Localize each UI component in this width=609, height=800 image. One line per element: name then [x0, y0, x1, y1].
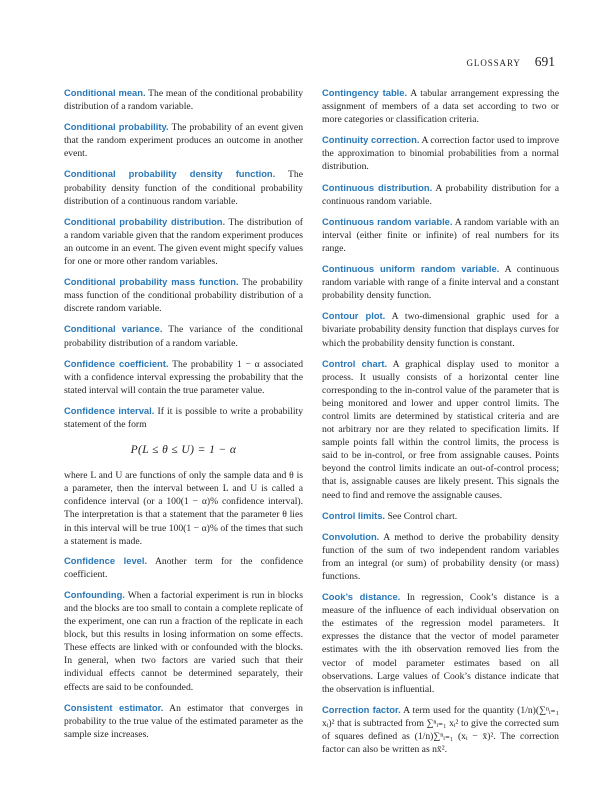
glossary-entry	[64, 701, 303, 741]
glossary-term: Contingency table.	[322, 87, 408, 98]
glossary-term: Conditional probability distribution.	[64, 215, 226, 227]
glossary-definition: A method to derive the probability density function of the sum of two independent random variables from an integral (or sum) of probability density (or mass) functions.	[322, 531, 560, 582]
glossary-entry	[64, 167, 303, 207]
glossary-term: Continuous uniform random variable.	[322, 263, 500, 275]
glossary-term: Continuity correction.	[322, 134, 420, 146]
glossary-definition: The variance of the conditional probability distribution of a random variable.	[64, 324, 304, 349]
glossary-entry	[322, 590, 559, 696]
glossary-definition: A tabular arrangement expressing the assignment of members of a data set according to two or more categories or classification criteria.	[322, 88, 559, 126]
glossary-term: Conditional mean.	[64, 87, 146, 98]
running-head: GLOSSARY	[466, 58, 521, 68]
glossary-entry	[322, 262, 559, 302]
glossary-entry	[64, 120, 303, 160]
glossary-definition: If it is possible to write a probability statement of the form	[64, 405, 304, 430]
glossary-entry	[322, 357, 559, 502]
glossary-definition: The probability density function of the conditional probability distribution of a continuous random variable.	[64, 169, 303, 207]
glossary-term: Conditional probability.	[64, 121, 169, 133]
glossary-entry	[322, 215, 559, 255]
glossary-term: Control limits.	[322, 509, 386, 521]
glossary-term: Control chart.	[322, 357, 388, 369]
glossary-entry	[64, 588, 303, 694]
glossary-term: Conditional probability density function.	[64, 168, 276, 180]
glossary-entry	[64, 404, 303, 431]
glossary-definition: Another term for the confidence coefficient.	[64, 555, 303, 580]
glossary-definition: When a factorial experiment is run in blocks and the blocks are too small to contain a complete replicate of the experiment, one can run a fraction of the replicate in each block, but this results in losing information on some effects. These effects are linked with or confounded with the blocks. In general, when two factors are varied such that their individual effects cannot be determined separately, their effects are said to be confounded.	[64, 589, 303, 693]
glossary-term: Cook’s distance.	[322, 591, 401, 603]
glossary-term: Consistent estimator.	[64, 701, 164, 713]
glossary-entry	[64, 554, 303, 581]
glossary-entry	[64, 357, 303, 397]
glossary-definition: A term used for the quantity (1/n)(∑ⁿᵢ₌₁ xᵢ)² that is subtracted from ∑ⁿᵢ₌₁ xᵢ² to give the corrected sum of squares defined as (1/n)∑ⁿᵢ₌₁ (xᵢ − x̄)². The correction factor can also be written as nx̄².	[322, 704, 559, 756]
glossary-definition: The probability of an event given that the random experiment produces an outcome in another event.	[64, 122, 304, 160]
page-number: 691	[534, 54, 555, 69]
glossary-definition: The mean of the conditional probability distribution of a random variable.	[64, 88, 304, 113]
glossary-entry	[322, 86, 559, 126]
glossary-definition: The probability 1 − α associated with a confidence interval expressing the probability that the stated interval will contain the true parameter value.	[64, 358, 304, 396]
glossary-continuation: where L and U are functions of only the sample data and θ is a parameter, then the interval between L and U is called a confidence interval (or a 100(1 − α)% confidence interval). The interpretation is that a statement that the parameter θ lies in this interval will be true 100(1 − α)% of the times that such a statement is made.	[64, 470, 303, 547]
glossary-term: Confidence coefficient.	[64, 357, 169, 369]
glossary-term: Correction factor.	[322, 703, 401, 715]
glossary-entry	[64, 215, 303, 268]
left-column	[64, 86, 303, 748]
confidence-interval-formula: P(L ≤ θ ≤ U) = 1 − α	[130, 444, 237, 457]
right-column	[322, 86, 559, 763]
glossary-definition: A correction factor used to improve the approximation to binomial probabilities from a normal distribution.	[322, 135, 560, 173]
glossary-entry	[322, 530, 559, 583]
glossary-entry	[322, 309, 559, 349]
glossary-entry	[322, 181, 559, 208]
glossary-term: Conditional variance.	[64, 323, 163, 335]
glossary-term: Confounding.	[64, 588, 125, 600]
glossary-term: Confidence level.	[64, 554, 148, 566]
glossary-entry	[64, 275, 303, 315]
glossary-entry	[322, 703, 559, 756]
page-header	[467, 54, 555, 70]
glossary-entry	[64, 86, 303, 113]
glossary-term: Continuous random variable.	[322, 215, 453, 227]
glossary-term: Convolution.	[322, 530, 380, 542]
glossary-term: Confidence interval.	[64, 404, 155, 416]
glossary-entry	[64, 322, 303, 349]
glossary-term: Contour plot.	[322, 310, 386, 322]
glossary-definition: A probability distribution for a continuous random variable.	[322, 182, 559, 207]
glossary-definition: The distribution of a random variable given that the random experiment produces an outcome in an event. The given event might specify values for one or more other random variables.	[64, 216, 304, 268]
glossary-term: Continuous distribution.	[322, 181, 433, 193]
glossary-definition: The probability mass function of the conditional probability distribution of a discrete random variable.	[64, 277, 303, 315]
glossary-definition: A two-dimensional graphic used for a bivariate probability density function that displays curves for which the probability density function is constant.	[322, 311, 560, 349]
glossary-entry	[322, 509, 559, 523]
glossary-definition: A continuous random variable with range of a finite interval and a constant probability density function.	[322, 264, 559, 302]
glossary-entry	[322, 133, 559, 173]
glossary-definition: An estimator that converges in probability to the true value of the estimated parameter as the sample size increases.	[64, 702, 303, 740]
glossary-definition: See Control chart.	[387, 510, 458, 522]
glossary-definition: A graphical display used to monitor a process. It usually consists of a horizontal center line corresponding to the in-control value of the parameter that is being monitored and lower and upper control limits. The control limits are determined by statistical criteria and are not arbitrary nor are they related to specification limits. If sample points fall within the control limits, the process is said to be in-control, or free from assignable causes. Points beyond the control limits indicate an out-of-control process; that is, assignable causes are likely present. This signals the need to find and remove the assignable causes.	[322, 358, 559, 501]
glossary-term: Conditional probability mass function.	[64, 276, 239, 288]
glossary-definition: In regression, Cook’s distance is a measure of the influence of each individual observation on the estimates of the regression model parameters. It expresses the distance that the vector of model parameter estimates with the ith observation removed lies from the vector of model parameter estimates based on all observations. Large values of Cook’s distance indicate that the observation is influential.	[322, 592, 560, 695]
glossary-definition: A random variable with an interval (either finite or infinite) of real numbers for its range.	[322, 216, 560, 254]
